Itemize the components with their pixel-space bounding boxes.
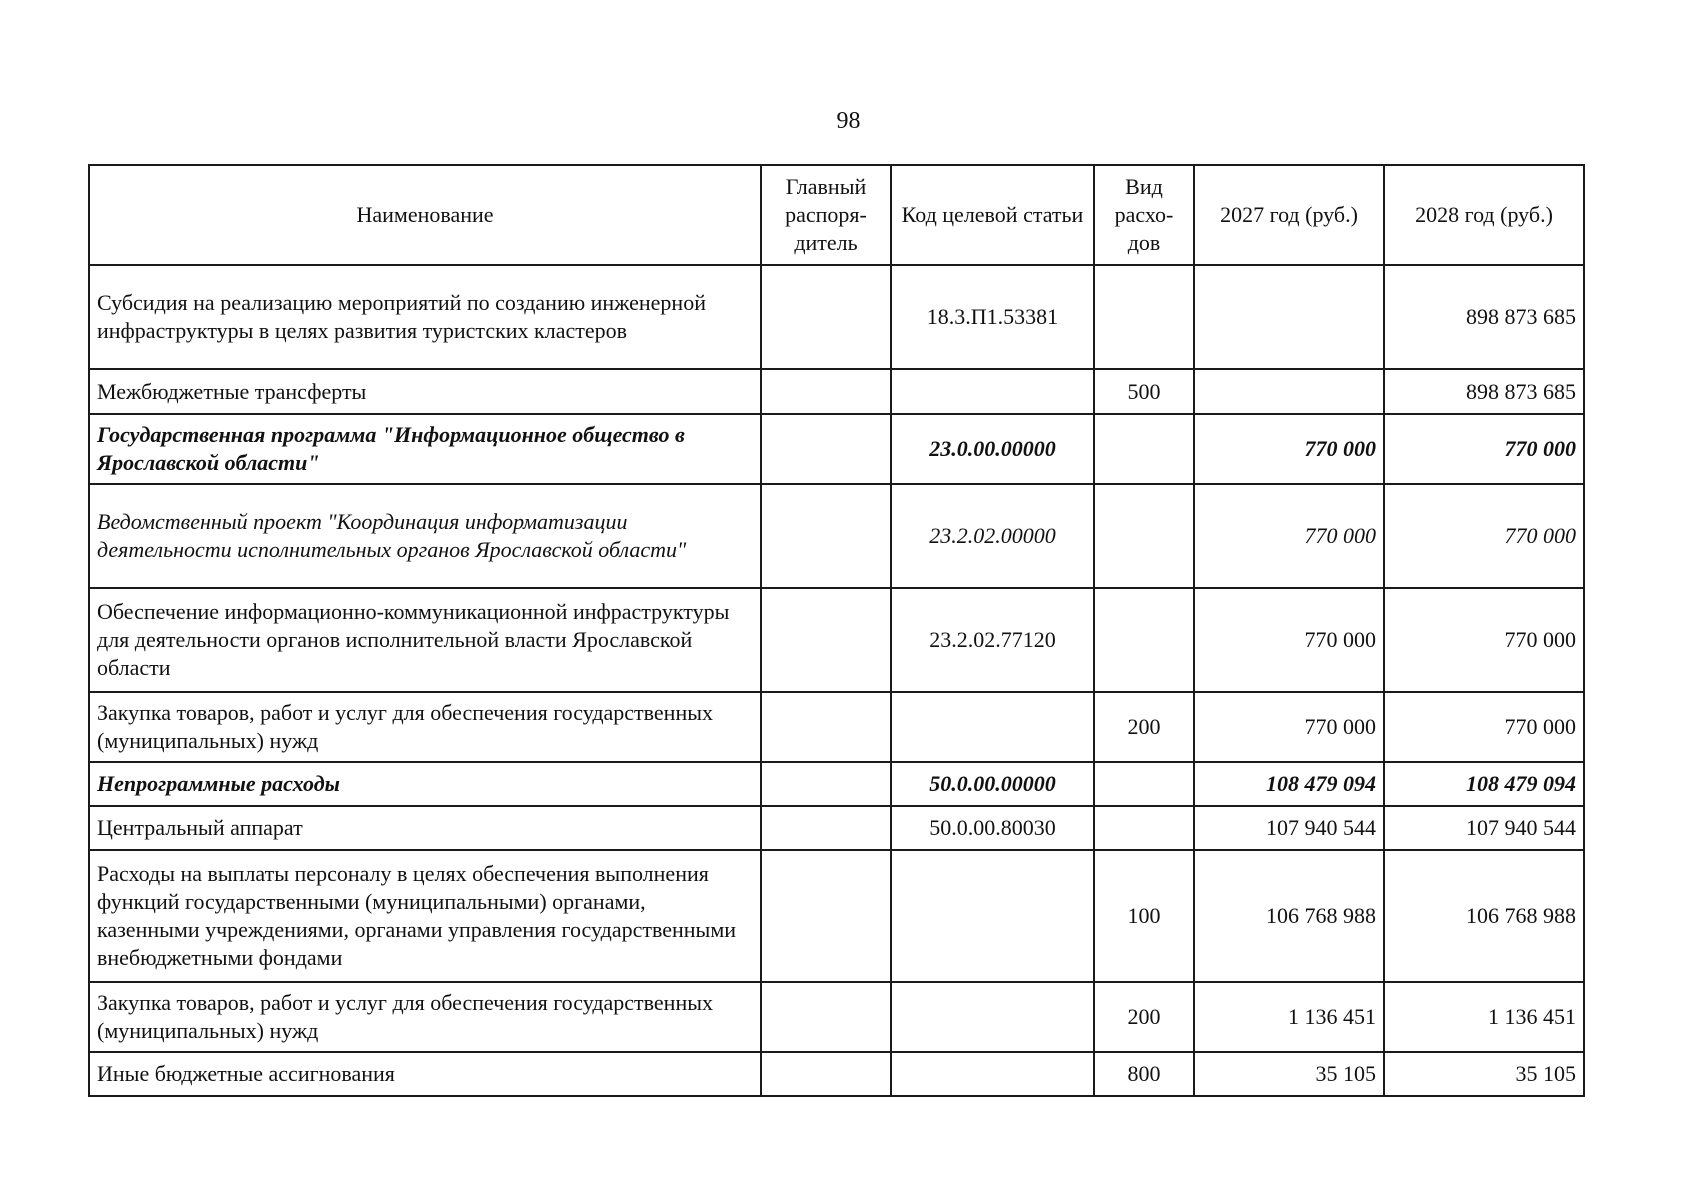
row-name: Расходы на выплаты персоналу в целях обеспечения выполнения функций государственными (муниципальными) органами, казенными учреждениями, органами управления государственными внебюджетными фондами [89, 850, 761, 982]
row-code: 23.0.00.00000 [891, 414, 1094, 484]
header-name: Наименование [89, 165, 761, 265]
row-kind [1094, 265, 1194, 369]
row-2028: 898 873 685 [1384, 369, 1584, 414]
row-name: Обеспечение информационно-коммуникационной инфраструктуры для деятельности органов исполнительной власти Ярославской области [89, 588, 761, 692]
row-2027: 1 136 451 [1194, 982, 1384, 1052]
row-2028: 770 000 [1384, 588, 1584, 692]
row-code: 23.2.02.77120 [891, 588, 1094, 692]
table-row [89, 265, 1584, 369]
row-manager [761, 762, 891, 806]
row-code [891, 982, 1094, 1052]
table-row [89, 806, 1584, 850]
table-row [89, 982, 1584, 1052]
row-name: Закупка товаров, работ и услуг для обеспечения государственных (муниципальных) нужд [89, 692, 761, 762]
row-2028: 106 768 988 [1384, 850, 1584, 982]
table-row [89, 414, 1584, 484]
table-row [89, 1052, 1584, 1096]
row-name: Межбюджетные трансферты [89, 369, 761, 414]
row-kind: 100 [1094, 850, 1194, 982]
row-kind: 200 [1094, 692, 1194, 762]
row-manager [761, 982, 891, 1052]
row-manager [761, 806, 891, 850]
row-name: Закупка товаров, работ и услуг для обеспечения государственных (муниципальных) нужд [89, 982, 761, 1052]
row-2027: 106 768 988 [1194, 850, 1384, 982]
row-2028: 35 105 [1384, 1052, 1584, 1096]
row-manager [761, 414, 891, 484]
table-header-row [89, 165, 1584, 265]
table-row [89, 692, 1584, 762]
row-name: Ведомственный проект "Координация информатизации деятельности исполнительных органов Ярославской области" [89, 484, 761, 588]
row-code [891, 692, 1094, 762]
row-kind: 800 [1094, 1052, 1194, 1096]
row-2028: 770 000 [1384, 414, 1584, 484]
table-row [89, 850, 1584, 982]
page-number: 98 [836, 108, 861, 134]
row-2027: 770 000 [1194, 484, 1384, 588]
row-code: 18.3.П1.53381 [891, 265, 1094, 369]
row-2027: 108 479 094 [1194, 762, 1384, 806]
row-code: 50.0.00.80030 [891, 806, 1094, 850]
row-name: Непрограммные расходы [89, 762, 761, 806]
row-2027: 770 000 [1194, 692, 1384, 762]
row-manager [761, 850, 891, 982]
row-2027 [1194, 265, 1384, 369]
row-kind [1094, 484, 1194, 588]
row-2028: 770 000 [1384, 692, 1584, 762]
row-manager [761, 692, 891, 762]
row-name: Иные бюджетные ассигнования [89, 1052, 761, 1096]
row-code: 50.0.00.00000 [891, 762, 1094, 806]
row-kind [1094, 414, 1194, 484]
row-code: 23.2.02.00000 [891, 484, 1094, 588]
row-2027: 107 940 544 [1194, 806, 1384, 850]
header-2028: 2028 год (руб.) [1384, 165, 1584, 265]
row-code [891, 1052, 1094, 1096]
row-2027 [1194, 369, 1384, 414]
row-kind [1094, 762, 1194, 806]
row-name: Государственная программа "Информационное общество в Ярославской области" [89, 414, 761, 484]
row-name: Центральный аппарат [89, 806, 761, 850]
row-2028: 770 000 [1384, 484, 1584, 588]
row-manager [761, 484, 891, 588]
row-2028: 898 873 685 [1384, 265, 1584, 369]
row-2028: 108 479 094 [1384, 762, 1584, 806]
row-kind [1094, 806, 1194, 850]
table-row [89, 369, 1584, 414]
header-kind: Вид расхо-дов [1094, 165, 1194, 265]
table-row [89, 588, 1584, 692]
row-2028: 107 940 544 [1384, 806, 1584, 850]
row-kind: 200 [1094, 982, 1194, 1052]
row-manager [761, 369, 891, 414]
header-manager: Главный распоря-дитель [761, 165, 891, 265]
row-manager [761, 588, 891, 692]
row-manager [761, 1052, 891, 1096]
table-row [89, 484, 1584, 588]
budget-table [88, 164, 1585, 1097]
row-2027: 770 000 [1194, 414, 1384, 484]
row-2027: 770 000 [1194, 588, 1384, 692]
row-2027: 35 105 [1194, 1052, 1384, 1096]
row-kind: 500 [1094, 369, 1194, 414]
header-code: Код целевой статьи [891, 165, 1094, 265]
row-kind [1094, 588, 1194, 692]
row-code [891, 369, 1094, 414]
row-code [891, 850, 1094, 982]
row-manager [761, 265, 891, 369]
row-2028: 1 136 451 [1384, 982, 1584, 1052]
row-name: Субсидия на реализацию мероприятий по созданию инженерной инфраструктуры в целях развития туристских кластеров [89, 265, 761, 369]
header-2027: 2027 год (руб.) [1194, 165, 1384, 265]
table-row [89, 762, 1584, 806]
